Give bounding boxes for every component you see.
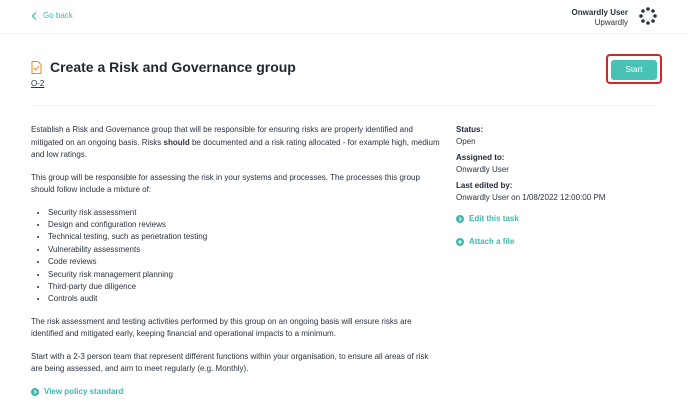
attach-file-label: Attach a file [469, 237, 515, 246]
outcome-paragraph: The risk assessment and testing activities performed by this group on an ongoing basis will ensure risks are identified and mitigated early, keeping financial and operational impacts to a minimum. [31, 316, 412, 339]
list-item: • Security risk assessment [48, 207, 441, 219]
intro-paragraph [31, 124, 441, 162]
edit-task-label: Edit this task [469, 214, 519, 223]
edit-task-link[interactable] [456, 213, 676, 225]
top-bar [0, 0, 688, 34]
process-paragraph: This group will be responsible for assessing the risk in your systems and processes. The processes this group should follow include a mixture of: [31, 172, 420, 194]
status-label: Status: [456, 125, 484, 134]
list-item: • Third-party due diligence [48, 281, 441, 293]
list-item: • Code reviews [48, 256, 441, 268]
user-menu[interactable] [572, 8, 628, 28]
org-logo-icon [639, 7, 657, 25]
start-button[interactable]: Start [611, 60, 657, 80]
divider [31, 105, 657, 106]
team-paragraph: Start with a 2-3 person team that represent different functions within your organisation, to ensure all areas of risk are being assessed, and aim to meet regularly (e.g. Monthly). [31, 351, 429, 374]
document-check-icon [31, 61, 42, 74]
process-list [31, 207, 441, 306]
go-back-link[interactable] [31, 11, 73, 20]
start-button-highlight [606, 54, 662, 84]
list-item: • Security risk management planning [48, 269, 441, 281]
intro-text-end: be documented and a risk rating allocated - for example high, medium and low ratings. [31, 137, 440, 159]
last-edited-value: Onwardly User on 1/08/2022 12:00:00 PM [456, 193, 606, 202]
intro-text-start: Establish a Risk and Governance group that will be responsible for ensuring risks are properly identified and mitigated on an ongoing basis. Risks [31, 125, 413, 147]
task-description [31, 124, 441, 398]
user-name: Onwardly User [571, 8, 628, 17]
intro-bold: should [163, 137, 190, 147]
plus-circle-icon [456, 238, 464, 246]
status-value: Open [456, 137, 476, 146]
list-item: • Design and configuration reviews [48, 219, 441, 231]
go-back-label: Go back [43, 11, 73, 20]
task-details-sidebar [456, 124, 676, 248]
arrow-circle-right-icon [31, 388, 39, 396]
attach-file-link[interactable] [456, 236, 676, 248]
assigned-value: Onwardly User [456, 165, 509, 174]
list-item: • Controls audit [48, 293, 441, 305]
assigned-label: Assigned to: [456, 153, 505, 162]
task-code-link[interactable]: O-2 [31, 79, 45, 88]
user-organisation: Upwardly [594, 18, 628, 27]
list-item: • Vulnerability assessments [48, 244, 441, 256]
arrow-circle-right-icon [456, 215, 464, 223]
task-title-row [31, 59, 296, 75]
view-policy-standard-link[interactable] [31, 386, 441, 399]
view-policy-standard-label: View policy standard [44, 386, 124, 396]
page-title: Create a Risk and Governance group [50, 59, 296, 75]
last-edited-label: Last edited by: [456, 181, 513, 190]
list-item: • Technical testing, such as penetration testing [48, 231, 441, 243]
chevron-left-icon [31, 12, 38, 20]
